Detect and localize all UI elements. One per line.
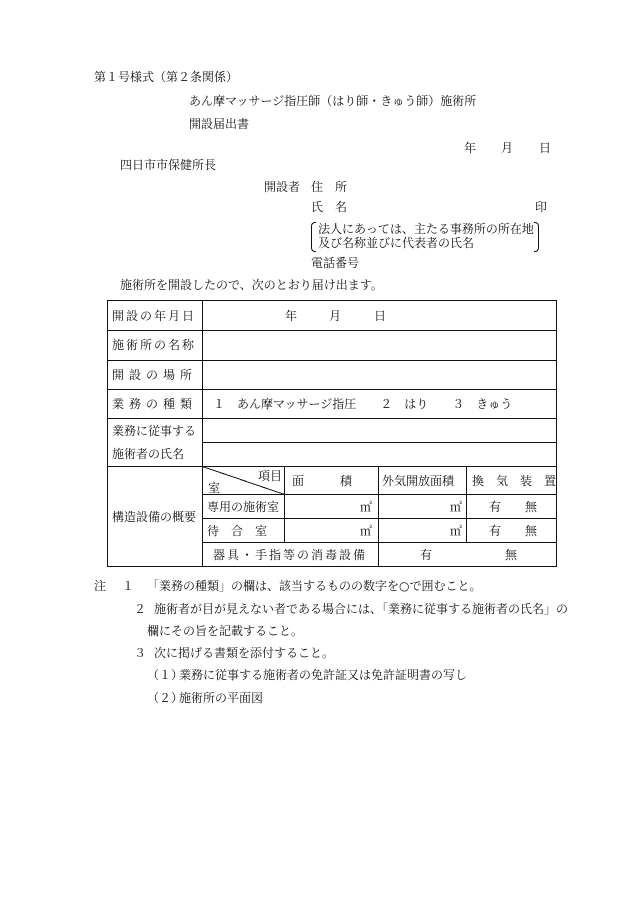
waiting-open-area-unit: ㎡ bbox=[450, 524, 463, 538]
disinfection-label: 器具・手指等の消毒設備 bbox=[213, 548, 368, 562]
sub1-number: （１） bbox=[147, 668, 184, 682]
row-waiting-room: 待 合 室 bbox=[207, 524, 268, 538]
form-title-line1: あん摩マッサージ指圧師（はり師・きゅう師）施術所 bbox=[189, 94, 477, 108]
row-treatment-room: 専用の施術室 bbox=[207, 500, 280, 514]
form-title-line2: 開設届出書 bbox=[189, 117, 250, 131]
disinfection-absent: 無 bbox=[505, 548, 518, 562]
corporate-note-line1: 法人にあっては、主たる事務所の所在地 bbox=[318, 222, 534, 236]
col-ventilation-header: 換 気 装 置 bbox=[472, 474, 557, 488]
note2-text-line2: 欄にその旨を記載すること。 bbox=[147, 624, 304, 638]
date-day-label: 日 bbox=[539, 141, 552, 155]
disinfection-present: 有 bbox=[420, 548, 433, 562]
diagonal-header-room: 室 bbox=[208, 481, 221, 495]
seal-mark: 印 bbox=[535, 200, 548, 214]
business-type-label: 業務の種類 bbox=[112, 397, 198, 411]
phone-label: 電話番号 bbox=[311, 256, 360, 270]
sub1-text: 業務に従事する施術者の免許証又は免許証明書の写し bbox=[179, 668, 468, 682]
note1-number: １ bbox=[122, 579, 135, 593]
col-area-header: 面 積 bbox=[292, 474, 353, 488]
business-type-options: １ あん摩マッサージ指圧 ２ はり ３ きゅう bbox=[213, 397, 513, 411]
open-date-day: 日 bbox=[374, 309, 387, 323]
diagonal-header-item: 項目 bbox=[258, 469, 283, 483]
name-label: 氏 名 bbox=[311, 200, 348, 214]
location-label: 開設の場所 bbox=[112, 368, 198, 382]
note3-number: ３ bbox=[134, 646, 147, 660]
note1-text: 「業務の種類」の欄は、該当するものの数字を○で囲むこと。 bbox=[147, 579, 482, 593]
sub2-text: 施術所の平面図 bbox=[179, 691, 264, 705]
open-date-year: 年 bbox=[285, 309, 298, 323]
corporate-note-line2: 及び名称並びに代表者の氏名 bbox=[318, 236, 475, 250]
waiting-vent-present: 有 bbox=[489, 524, 502, 538]
address-label: 住 所 bbox=[311, 180, 348, 194]
addressee: 四日市市保健所長 bbox=[120, 158, 217, 172]
open-date-month: 月 bbox=[329, 309, 342, 323]
waiting-area-unit: ㎡ bbox=[360, 524, 373, 538]
note2-text-line1: 施術者が目が見えない者である場合には、「業務に従事する施術者の氏名」の bbox=[154, 602, 569, 616]
applicant-label: 開設者 bbox=[264, 180, 301, 194]
col-open-area-header: 外気開放面積 bbox=[382, 474, 455, 488]
note3-text: 次に掲げる書類を添付すること。 bbox=[154, 646, 335, 660]
treatment-vent-absent: 無 bbox=[525, 500, 538, 514]
structure-label: 構造設備の概要 bbox=[112, 510, 197, 524]
date-month-label: 月 bbox=[501, 141, 514, 155]
open-date-label: 開設の年月日 bbox=[112, 309, 197, 323]
date-year-label: 年 bbox=[464, 141, 477, 155]
treatment-open-area-unit: ㎡ bbox=[450, 500, 463, 514]
form-number: 第１号様式（第２条関係） bbox=[94, 70, 239, 84]
practitioner-label-line2: 施術者の氏名 bbox=[112, 447, 185, 461]
treatment-vent-present: 有 bbox=[489, 500, 502, 514]
waiting-vent-absent: 無 bbox=[525, 524, 538, 538]
practitioner-label-line1: 業務に従事する bbox=[112, 424, 197, 438]
facility-name-label: 施術所の名称 bbox=[112, 338, 197, 352]
note2-number: ２ bbox=[134, 602, 147, 616]
sub2-number: （２） bbox=[147, 691, 184, 705]
notes-prefix: 注 bbox=[94, 579, 107, 593]
treatment-area-unit: ㎡ bbox=[360, 500, 373, 514]
intro-text: 施術所を開設したので、次のとおり届け出ます。 bbox=[120, 278, 383, 292]
